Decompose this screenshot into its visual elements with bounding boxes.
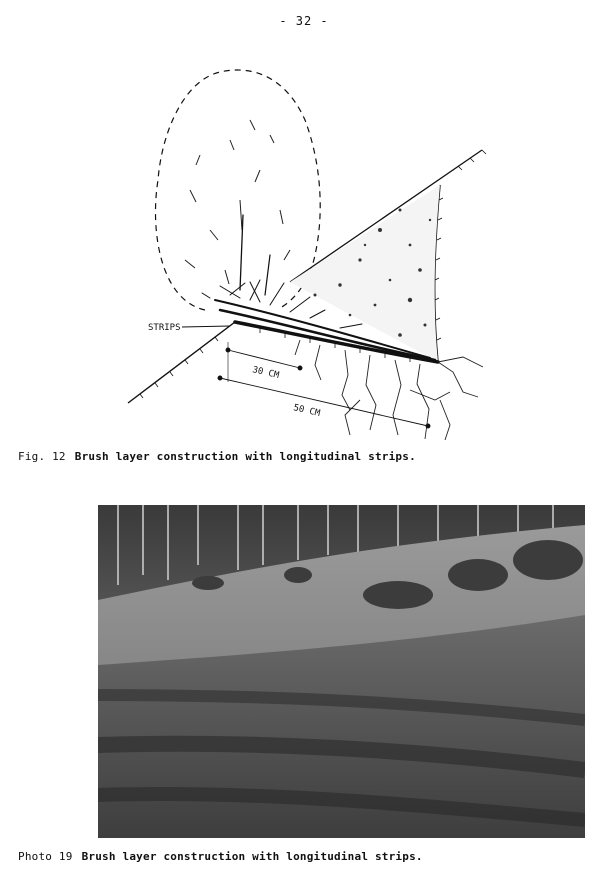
photo-caption-label: Photo 19 [18,850,73,863]
shrub-leaf-strokes [185,120,290,284]
slope-photo [98,505,585,838]
photo-caption [18,850,423,863]
roots [295,340,483,440]
brush-layer-drawing [110,60,500,445]
figure-caption [18,450,416,463]
page-number: - 32 - [279,14,329,28]
figure-caption-text: Brush layer construction with longitudinal strips. [74,450,416,463]
strips-label: STRIPS [148,323,181,333]
shrub-crown-outline [155,70,320,310]
dimension-30cm: 30 CM [251,365,280,382]
soil-backfill [290,185,440,362]
photo-caption-text: Brush layer construction with longitudinal strips. [81,850,423,863]
figure-caption-label: Fig. 12 [18,450,66,463]
strips-pointer [182,326,230,327]
dimension-50cm: 50 CM [292,403,321,420]
